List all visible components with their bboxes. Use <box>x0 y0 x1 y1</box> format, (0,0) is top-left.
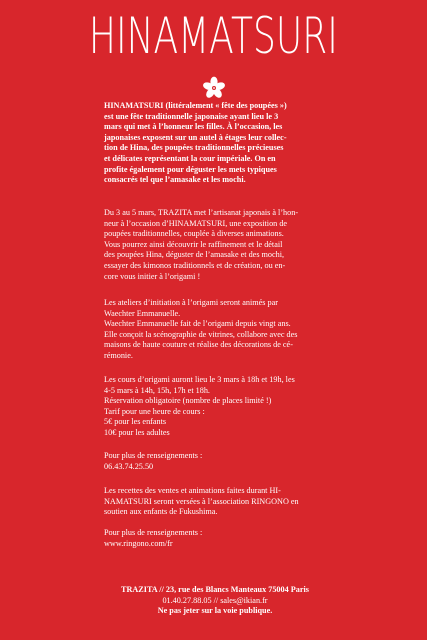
recettes-line: NAMATSURI seront versées à l’association RINGONO en <box>104 496 299 506</box>
footer-contact: 01.40.27.88.05 // sales@ikian.fr <box>162 595 268 605</box>
ateliers-line: maisons de haute couture et réalise des décorations de cé- <box>104 340 293 350</box>
intro-line: japonaises exposent sur un autel à étages leur collec- <box>104 132 287 142</box>
cours-line: 5€ pour les enfants <box>104 417 167 427</box>
ateliers-line: Les ateliers d’initiation à l’origami seront animés par <box>104 298 278 307</box>
event-line: neur à l’occasion d’HINAMATSURI, une exposition de <box>104 218 288 228</box>
cours-paragraph <box>104 375 325 439</box>
cours-line: 4-5 mars à 14h, 15h, 17h et 18h. <box>104 385 210 395</box>
intro-line: mars qui met à l’honneur les filles. À l’occasion, les <box>104 122 283 132</box>
event-line: des poupées Hina, déguster de l’amasake et des mochi, <box>104 250 285 260</box>
intro-line: HINAMATSURI (littéralement « fête des poupées ») <box>104 101 287 110</box>
cours-line: Tarif pour une heure de cours : <box>104 406 205 416</box>
intro-line: profite également pour déguster les mets typiques <box>104 164 277 174</box>
footer-notice: Ne pas jeter sur la voie publique. <box>157 606 273 616</box>
intro-paragraph <box>104 101 325 186</box>
ateliers-line: Waechter Emmanuelle fait de l’origami depuis vingt ans. <box>104 319 291 329</box>
renseignements-website <box>104 528 325 549</box>
event-line: Vous pourrez ainsi découvrir le raffinement et le détail <box>104 239 283 249</box>
event-line: core vous initier à l’origami ! <box>104 271 201 281</box>
flyer-title: HINAMATSURI <box>88 7 338 65</box>
event-paragraph <box>104 208 325 282</box>
footer-address: TRAZITA // 23, rue des Blancs Manteaux 75004 Paris <box>121 585 309 594</box>
event-line: essayer des kimonos traditionnels et de création, ou en- <box>104 260 286 270</box>
footer <box>100 585 330 617</box>
cours-line: 10€ pour les adultes <box>104 427 170 437</box>
cours-line: Réservation obligatoire (nombre de places limité !) <box>104 396 272 406</box>
cours-line: Les cours d’origami auront lieu le 3 mars à 18h et 19h, les <box>104 375 295 384</box>
renseignements-phone <box>104 451 325 472</box>
intro-line: tion de Hina, des poupées traditionnelles précieuses <box>104 143 284 153</box>
intro-line: et délicates représentant la cour impériale. On en <box>104 153 276 163</box>
renseignements-label: Pour plus de renseignements : <box>104 451 203 460</box>
recettes-line: soutien aux enfants de Fukushima. <box>104 507 218 517</box>
ateliers-line: rémonie. <box>104 350 133 360</box>
renseignements-label: Pour plus de renseignements : <box>104 528 203 537</box>
ateliers-line: Elle conçoit la scénographie de vitrines, collabore avec des <box>104 329 298 339</box>
intro-line: est une fête traditionnelle japonaise ayant lieu le 3 <box>104 111 279 121</box>
event-line: Du 3 au 5 mars, TRAZITA met l’artisanat japonais à l’hon- <box>104 208 299 217</box>
intro-line: consacrés tel que l’amasake et les mochi. <box>104 175 246 185</box>
phone-number: 06.43.74.25.50 <box>104 461 154 471</box>
event-line: poupées traditionnelles, couplée à diverses animations. <box>104 229 284 239</box>
recettes-paragraph <box>104 486 325 518</box>
sakura-flower-icon <box>202 76 226 100</box>
ateliers-paragraph <box>104 298 325 362</box>
ateliers-line: Waechter Emmanuelle. <box>104 308 181 318</box>
website-link[interactable]: www.ringono.com/fr <box>104 538 173 548</box>
recettes-line: Les recettes des ventes et animations faites durant HI- <box>104 486 281 495</box>
